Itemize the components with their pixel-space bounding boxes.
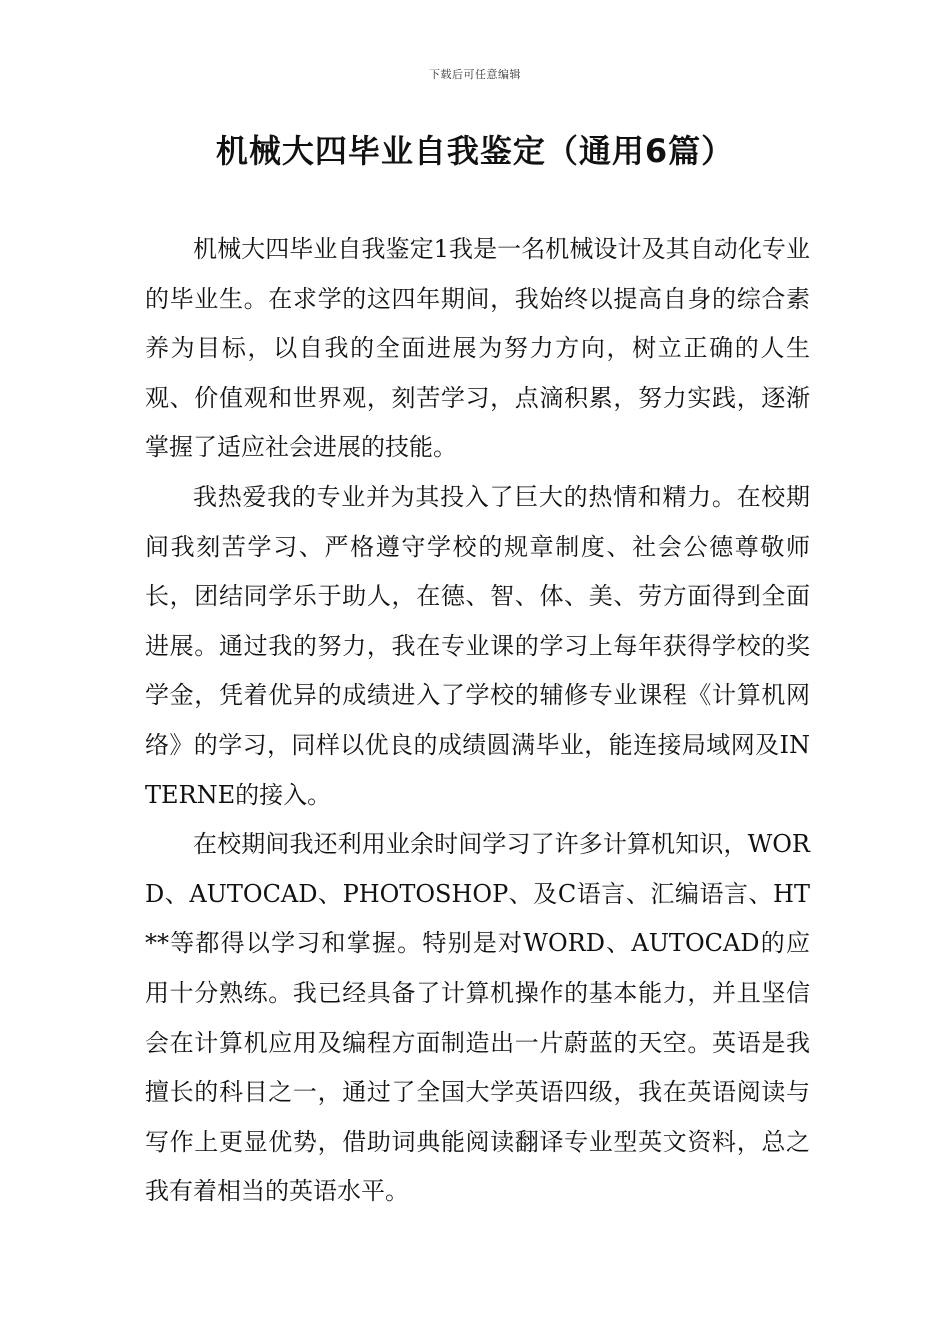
paragraph-3: 在校期间我还利用业余时间学习了许多计算机知识，WORD、AUTOCAD、PHOTOSHOP、及C语言、汇编语言、HT**等都得以学习和掌握。特别是对WORD、AUTOCAD的应用十分熟练。我已经具备了计算机操作的基本能力，并且坚信会在计算机应用及编程方面制造出一片蔚蓝的天空。英语是我擅长的科目之一，通过了全国大学英语四级，我在英语阅读与写作上更显优势，借助词典能阅读翻译专业型英文资料，总之我有着相当的英语水平。 — [145, 830, 810, 1206]
document-body — [145, 225, 810, 1217]
paragraph-2: 我热爱我的专业并为其投入了巨大的热情和精力。在校期间我刻苦学习、严格遵守学校的规章制度、社会公德尊敬师长，团结同学乐于助人，在德、智、体、美、劳方面得到全面进展。通过我的努力，我在专业课的学习上每年获得学校的奖学金，凭着优异的成绩进入了学校的辅修专业课程《计算机网络》的学习，同样以优良的成绩圆满毕业，能连接局域网及INTERNE的接入。 — [145, 482, 810, 809]
document-title: 机械大四毕业自我鉴定（通用6篇） — [215, 132, 735, 170]
header-note: 下载后可任意编辑 — [429, 68, 521, 81]
paragraph-1: 机械大四毕业自我鉴定1我是一名机械设计及其自动化专业的毕业生。在求学的这四年期间，我始终以提高自身的综合素养为目标，以自我的全面进展为努力方向，树立正确的人生观、价值观和世界观，刻苦学习，点滴积累，努力实践，逐渐掌握了适应社会进展的技能。 — [145, 235, 810, 462]
